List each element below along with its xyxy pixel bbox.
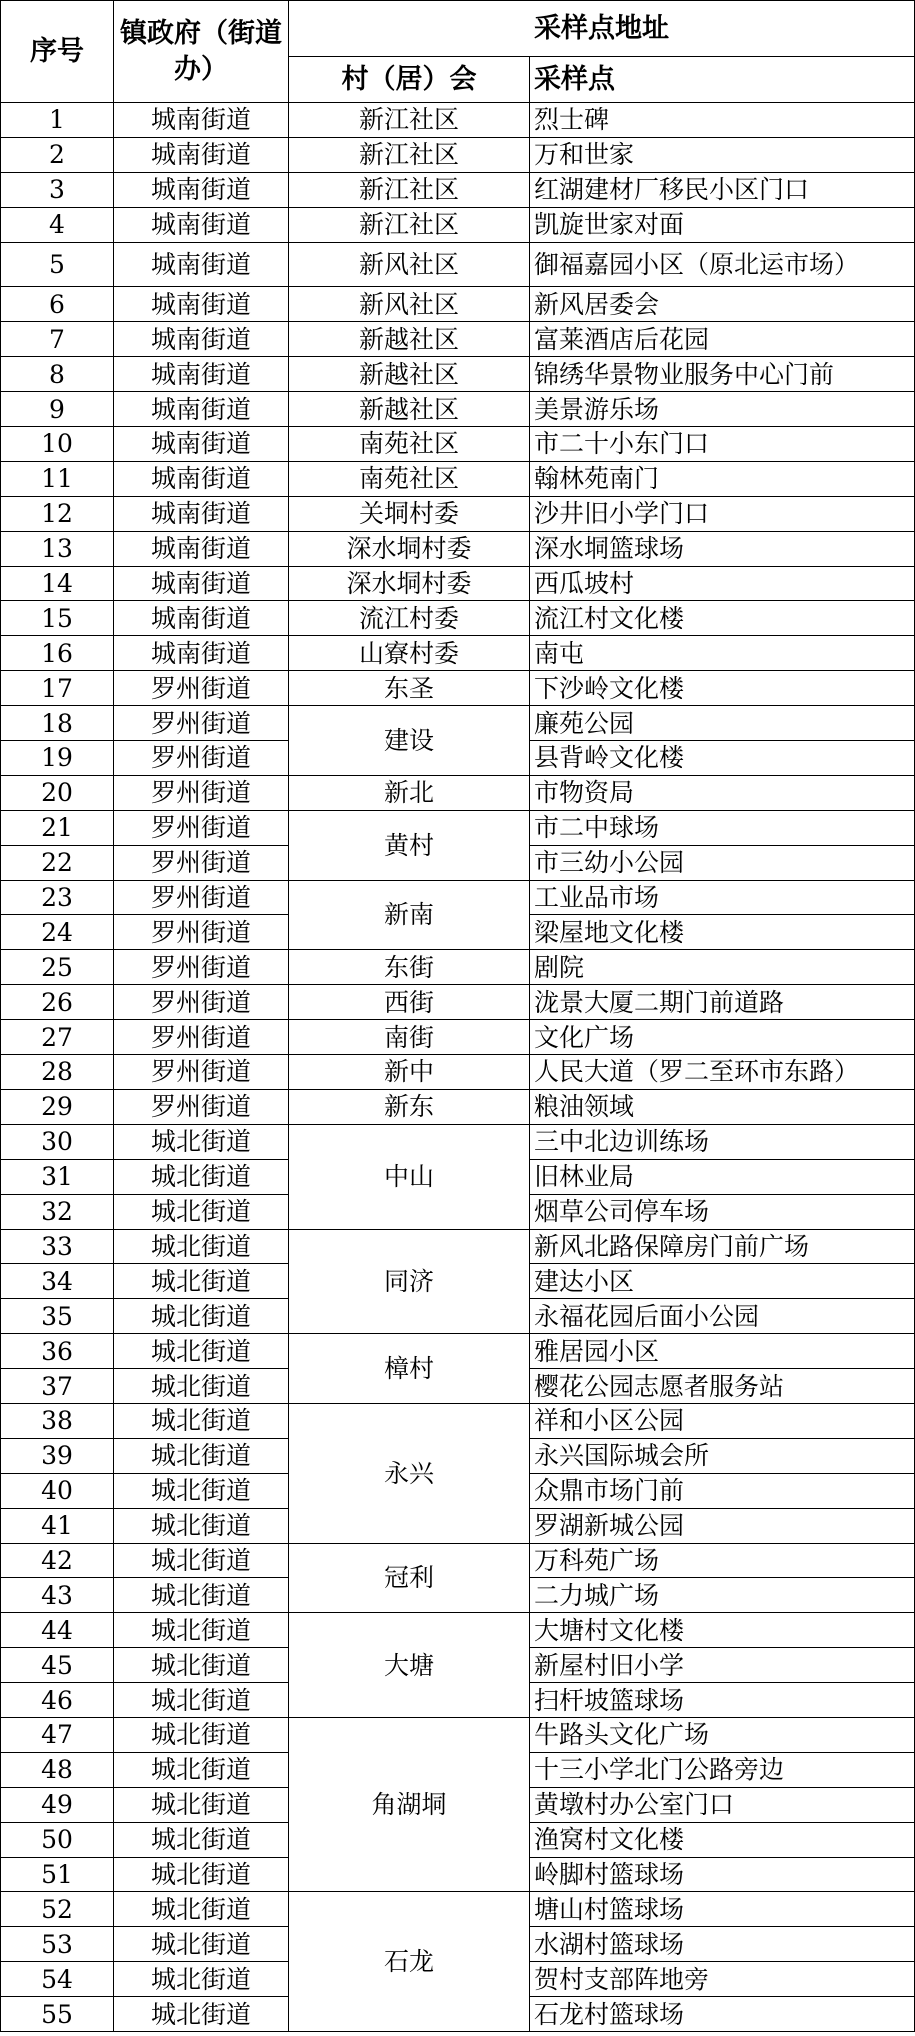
site-cell: 新风居委会 xyxy=(530,287,915,322)
site-cell: 永福花园后面小公园 xyxy=(530,1299,915,1334)
site-cell: 罗湖新城公园 xyxy=(530,1508,915,1543)
row-number: 23 xyxy=(1,880,114,915)
row-number: 35 xyxy=(1,1299,114,1334)
site-cell: 翰林苑南门 xyxy=(530,461,915,496)
site-cell: 御福嘉园小区（原北运市场） xyxy=(530,242,915,287)
site-cell: 凯旋世家对面 xyxy=(530,207,915,242)
site-cell: 市二中球场 xyxy=(530,810,915,845)
table-row xyxy=(1,357,915,392)
site-cell: 市三幼小公园 xyxy=(530,845,915,880)
site-cell: 石龙村篮球场 xyxy=(530,1997,915,2032)
site-cell: 人民大道（罗二至环市东路） xyxy=(530,1055,915,1090)
table-row xyxy=(1,427,915,462)
village-cell: 中山 xyxy=(289,1124,530,1229)
table-row xyxy=(1,531,915,566)
row-number: 28 xyxy=(1,1055,114,1090)
town-cell: 城南街道 xyxy=(114,103,289,138)
row-number: 53 xyxy=(1,1927,114,1962)
village-cell: 深水垌村委 xyxy=(289,566,530,601)
row-number: 51 xyxy=(1,1857,114,1892)
row-number: 29 xyxy=(1,1089,114,1124)
town-cell: 城北街道 xyxy=(114,1403,289,1438)
town-cell: 城北街道 xyxy=(114,1648,289,1683)
town-cell: 罗州街道 xyxy=(114,671,289,706)
town-cell: 城北街道 xyxy=(114,1787,289,1822)
row-number: 10 xyxy=(1,427,114,462)
table-row xyxy=(1,706,915,741)
table-row xyxy=(1,287,915,322)
row-number: 45 xyxy=(1,1648,114,1683)
row-number: 33 xyxy=(1,1229,114,1264)
site-cell: 泷景大厦二期门前道路 xyxy=(530,985,915,1020)
table-row xyxy=(1,1089,915,1124)
town-cell: 城北街道 xyxy=(114,1229,289,1264)
site-cell: 牛路头文化广场 xyxy=(530,1717,915,1752)
village-cell: 新江社区 xyxy=(289,137,530,172)
village-cell: 新越社区 xyxy=(289,322,530,357)
row-number: 39 xyxy=(1,1438,114,1473)
row-number: 8 xyxy=(1,357,114,392)
row-number: 37 xyxy=(1,1369,114,1404)
row-number: 36 xyxy=(1,1334,114,1369)
row-number: 50 xyxy=(1,1822,114,1857)
town-cell: 城北街道 xyxy=(114,1997,289,2032)
town-cell: 罗州街道 xyxy=(114,985,289,1020)
row-number: 41 xyxy=(1,1508,114,1543)
table-row xyxy=(1,1613,915,1648)
site-cell: 梁屋地文化楼 xyxy=(530,915,915,950)
town-cell: 城北街道 xyxy=(114,1892,289,1927)
village-cell: 新越社区 xyxy=(289,392,530,427)
town-cell: 城北街道 xyxy=(114,1717,289,1752)
site-cell: 廉苑公园 xyxy=(530,706,915,741)
town-cell: 罗州街道 xyxy=(114,1089,289,1124)
site-cell: 塘山村篮球场 xyxy=(530,1892,915,1927)
town-cell: 城南街道 xyxy=(114,427,289,462)
site-cell: 二力城广场 xyxy=(530,1578,915,1613)
town-cell: 罗州街道 xyxy=(114,845,289,880)
site-cell: 新屋村旧小学 xyxy=(530,1648,915,1683)
village-cell: 东圣 xyxy=(289,671,530,706)
site-cell: 建达小区 xyxy=(530,1264,915,1299)
town-cell: 城南街道 xyxy=(114,172,289,207)
table-row xyxy=(1,1020,915,1055)
site-cell: 工业品市场 xyxy=(530,880,915,915)
table-row xyxy=(1,775,915,810)
table-row xyxy=(1,566,915,601)
site-cell: 贺村支部阵地旁 xyxy=(530,1962,915,1997)
row-number: 3 xyxy=(1,172,114,207)
site-cell: 万和世家 xyxy=(530,137,915,172)
row-number: 15 xyxy=(1,601,114,636)
site-cell: 雅居园小区 xyxy=(530,1334,915,1369)
table-body xyxy=(1,103,915,2032)
row-number: 55 xyxy=(1,1997,114,2032)
row-number: 19 xyxy=(1,741,114,776)
village-cell: 东街 xyxy=(289,950,530,985)
village-cell: 新南 xyxy=(289,880,530,950)
row-number: 40 xyxy=(1,1473,114,1508)
town-cell: 城北街道 xyxy=(114,1613,289,1648)
town-cell: 罗州街道 xyxy=(114,775,289,810)
village-cell: 同济 xyxy=(289,1229,530,1334)
town-cell: 城南街道 xyxy=(114,531,289,566)
village-cell: 新北 xyxy=(289,775,530,810)
town-cell: 城北街道 xyxy=(114,1543,289,1578)
table-row xyxy=(1,1055,915,1090)
village-cell: 石龙 xyxy=(289,1892,530,2032)
site-cell: 永兴国际城会所 xyxy=(530,1438,915,1473)
village-cell: 新江社区 xyxy=(289,103,530,138)
village-cell: 新江社区 xyxy=(289,207,530,242)
table-row xyxy=(1,461,915,496)
site-cell: 富莱酒店后花园 xyxy=(530,322,915,357)
table-row xyxy=(1,985,915,1020)
row-number: 49 xyxy=(1,1787,114,1822)
row-number: 4 xyxy=(1,207,114,242)
table-row xyxy=(1,207,915,242)
row-number: 5 xyxy=(1,242,114,287)
town-cell: 城北街道 xyxy=(114,1578,289,1613)
village-cell: 新江社区 xyxy=(289,172,530,207)
row-number: 38 xyxy=(1,1403,114,1438)
town-cell: 城北街道 xyxy=(114,1822,289,1857)
town-cell: 罗州街道 xyxy=(114,915,289,950)
site-cell: 文化广场 xyxy=(530,1020,915,1055)
site-cell: 岭脚村篮球场 xyxy=(530,1857,915,1892)
site-cell: 渔窝村文化楼 xyxy=(530,1822,915,1857)
site-cell: 市二十小东门口 xyxy=(530,427,915,462)
town-cell: 城南街道 xyxy=(114,461,289,496)
village-cell: 关垌村委 xyxy=(289,496,530,531)
village-cell: 山寮村委 xyxy=(289,636,530,671)
table-row xyxy=(1,1717,915,1752)
town-cell: 罗州街道 xyxy=(114,950,289,985)
row-number: 14 xyxy=(1,566,114,601)
row-number: 2 xyxy=(1,137,114,172)
row-number: 30 xyxy=(1,1124,114,1159)
table-row xyxy=(1,137,915,172)
site-cell: 西瓜坡村 xyxy=(530,566,915,601)
town-cell: 城北街道 xyxy=(114,1438,289,1473)
row-number: 31 xyxy=(1,1159,114,1194)
site-cell: 樱花公园志愿者服务站 xyxy=(530,1369,915,1404)
row-number: 11 xyxy=(1,461,114,496)
row-number: 6 xyxy=(1,287,114,322)
site-cell: 十三小学北门公路旁边 xyxy=(530,1752,915,1787)
village-cell: 冠利 xyxy=(289,1543,530,1613)
village-cell: 大塘 xyxy=(289,1613,530,1718)
village-cell: 西街 xyxy=(289,985,530,1020)
row-number: 34 xyxy=(1,1264,114,1299)
site-cell: 新风北路保障房门前广场 xyxy=(530,1229,915,1264)
row-number: 46 xyxy=(1,1683,114,1718)
site-cell: 祥和小区公园 xyxy=(530,1403,915,1438)
site-cell: 沙井旧小学门口 xyxy=(530,496,915,531)
table-row xyxy=(1,880,915,915)
town-cell: 城北街道 xyxy=(114,1683,289,1718)
town-cell: 罗州街道 xyxy=(114,1020,289,1055)
village-cell: 南苑社区 xyxy=(289,461,530,496)
site-cell: 水湖村篮球场 xyxy=(530,1927,915,1962)
village-cell: 新越社区 xyxy=(289,357,530,392)
village-cell: 南苑社区 xyxy=(289,427,530,462)
site-cell: 美景游乐场 xyxy=(530,392,915,427)
table-row xyxy=(1,496,915,531)
town-cell: 城北街道 xyxy=(114,1508,289,1543)
town-cell: 城南街道 xyxy=(114,137,289,172)
site-cell: 红湖建材厂移民小区门口 xyxy=(530,172,915,207)
table-row xyxy=(1,1229,915,1264)
table-row xyxy=(1,322,915,357)
village-cell: 南街 xyxy=(289,1020,530,1055)
town-cell: 城北街道 xyxy=(114,1369,289,1404)
row-number: 27 xyxy=(1,1020,114,1055)
site-cell: 市物资局 xyxy=(530,775,915,810)
table-row xyxy=(1,1403,915,1438)
row-number: 25 xyxy=(1,950,114,985)
town-cell: 城南街道 xyxy=(114,357,289,392)
header-seq: 序号 xyxy=(1,1,114,103)
row-number: 42 xyxy=(1,1543,114,1578)
table-row xyxy=(1,810,915,845)
row-number: 7 xyxy=(1,322,114,357)
row-number: 32 xyxy=(1,1194,114,1229)
village-cell: 永兴 xyxy=(289,1403,530,1543)
village-cell: 建设 xyxy=(289,706,530,776)
header-village: 村（居）会 xyxy=(289,57,530,103)
site-cell: 黄墩村办公室门口 xyxy=(530,1787,915,1822)
row-number: 21 xyxy=(1,810,114,845)
town-cell: 城北街道 xyxy=(114,1857,289,1892)
town-cell: 城南街道 xyxy=(114,287,289,322)
row-number: 24 xyxy=(1,915,114,950)
site-cell: 南屯 xyxy=(530,636,915,671)
site-cell: 县背岭文化楼 xyxy=(530,741,915,776)
table-row xyxy=(1,950,915,985)
site-cell: 深水垌篮球场 xyxy=(530,531,915,566)
town-cell: 城南街道 xyxy=(114,566,289,601)
row-number: 20 xyxy=(1,775,114,810)
table-row xyxy=(1,1124,915,1159)
town-cell: 城南街道 xyxy=(114,601,289,636)
town-cell: 城北街道 xyxy=(114,1124,289,1159)
town-cell: 城北街道 xyxy=(114,1752,289,1787)
row-number: 17 xyxy=(1,671,114,706)
header-address: 采样点地址 xyxy=(289,1,915,57)
town-cell: 罗州街道 xyxy=(114,810,289,845)
site-cell: 流江村文化楼 xyxy=(530,601,915,636)
town-cell: 城北街道 xyxy=(114,1264,289,1299)
town-cell: 罗州街道 xyxy=(114,741,289,776)
row-number: 16 xyxy=(1,636,114,671)
site-cell: 众鼎市场门前 xyxy=(530,1473,915,1508)
table-row xyxy=(1,1543,915,1578)
row-number: 48 xyxy=(1,1752,114,1787)
town-cell: 城南街道 xyxy=(114,207,289,242)
row-number: 13 xyxy=(1,531,114,566)
village-cell: 黄村 xyxy=(289,810,530,880)
site-cell: 锦绣华景物业服务中心门前 xyxy=(530,357,915,392)
row-number: 22 xyxy=(1,845,114,880)
town-cell: 城北街道 xyxy=(114,1194,289,1229)
row-number: 47 xyxy=(1,1717,114,1752)
table-row xyxy=(1,242,915,287)
header-town: 镇政府（街道办） xyxy=(114,1,289,103)
site-cell: 万科苑广场 xyxy=(530,1543,915,1578)
row-number: 12 xyxy=(1,496,114,531)
site-cell: 烈士碑 xyxy=(530,103,915,138)
row-number: 43 xyxy=(1,1578,114,1613)
row-number: 52 xyxy=(1,1892,114,1927)
village-cell: 新中 xyxy=(289,1055,530,1090)
table-row xyxy=(1,601,915,636)
row-number: 1 xyxy=(1,103,114,138)
row-number: 9 xyxy=(1,392,114,427)
town-cell: 城北街道 xyxy=(114,1159,289,1194)
site-cell: 烟草公司停车场 xyxy=(530,1194,915,1229)
site-cell: 下沙岭文化楼 xyxy=(530,671,915,706)
village-cell: 角湖垌 xyxy=(289,1717,530,1891)
table-row xyxy=(1,671,915,706)
town-cell: 城北街道 xyxy=(114,1334,289,1369)
town-cell: 城南街道 xyxy=(114,392,289,427)
town-cell: 城北街道 xyxy=(114,1962,289,1997)
table-row xyxy=(1,172,915,207)
site-cell: 扫杆坡篮球场 xyxy=(530,1683,915,1718)
table-row xyxy=(1,1892,915,1927)
site-cell: 旧林业局 xyxy=(530,1159,915,1194)
town-cell: 罗州街道 xyxy=(114,1055,289,1090)
village-cell: 深水垌村委 xyxy=(289,531,530,566)
header-site: 采样点 xyxy=(530,57,915,103)
row-number: 54 xyxy=(1,1962,114,1997)
site-cell: 大塘村文化楼 xyxy=(530,1613,915,1648)
town-cell: 城北街道 xyxy=(114,1927,289,1962)
row-number: 26 xyxy=(1,985,114,1020)
site-cell: 三中北边训练场 xyxy=(530,1124,915,1159)
table-row xyxy=(1,1334,915,1369)
table-row xyxy=(1,103,915,138)
site-cell: 剧院 xyxy=(530,950,915,985)
town-cell: 罗州街道 xyxy=(114,880,289,915)
village-cell: 新风社区 xyxy=(289,287,530,322)
town-cell: 城南街道 xyxy=(114,242,289,287)
row-number: 18 xyxy=(1,706,114,741)
village-cell: 新风社区 xyxy=(289,242,530,287)
village-cell: 樟村 xyxy=(289,1334,530,1404)
village-cell: 流江村委 xyxy=(289,601,530,636)
village-cell: 新东 xyxy=(289,1089,530,1124)
town-cell: 城南街道 xyxy=(114,322,289,357)
town-cell: 城南街道 xyxy=(114,636,289,671)
table-row xyxy=(1,392,915,427)
row-number: 44 xyxy=(1,1613,114,1648)
table-row xyxy=(1,636,915,671)
town-cell: 城北街道 xyxy=(114,1299,289,1334)
town-cell: 城北街道 xyxy=(114,1473,289,1508)
site-cell: 粮油领域 xyxy=(530,1089,915,1124)
town-cell: 城南街道 xyxy=(114,496,289,531)
town-cell: 罗州街道 xyxy=(114,706,289,741)
